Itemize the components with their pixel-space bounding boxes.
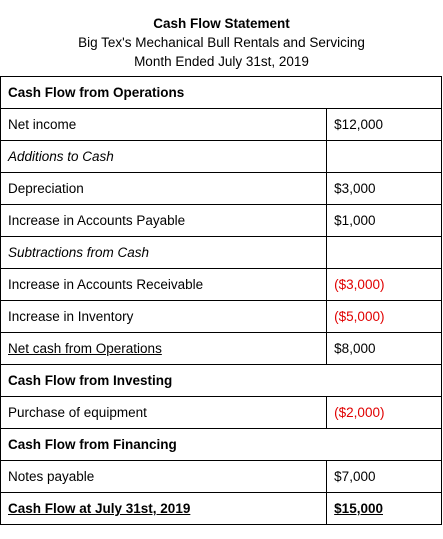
row-label: Increase in Accounts Payable [1, 205, 327, 237]
table-row [1, 141, 442, 173]
section-heading-operations: Cash Flow from Operations [1, 77, 442, 109]
row-amount [327, 141, 442, 173]
statement-period: Month Ended July 31st, 2019 [134, 54, 309, 69]
table-row [1, 77, 442, 109]
table-row [1, 301, 442, 333]
row-amount: $12,000 [327, 109, 442, 141]
table-row [1, 333, 442, 365]
total-label: Cash Flow at July 31st, 2019 [1, 493, 327, 525]
company-name: Big Tex's Mechanical Bull Rentals and Servicing [78, 35, 365, 50]
total-amount: $15,000 [327, 493, 442, 525]
table-row [1, 205, 442, 237]
row-label: Increase in Accounts Receivable [1, 269, 327, 301]
row-label: Net income [1, 109, 327, 141]
table-row [1, 493, 442, 525]
row-amount: $1,000 [327, 205, 442, 237]
table-row [1, 429, 442, 461]
row-label: Depreciation [1, 173, 327, 205]
row-amount-negative: ($3,000) [327, 269, 442, 301]
row-label: Notes payable [1, 461, 327, 493]
subheading-additions: Additions to Cash [1, 141, 327, 173]
table-row [1, 397, 442, 429]
row-amount-negative: ($5,000) [327, 301, 442, 333]
table-row [1, 109, 442, 141]
row-label: Increase in Inventory [1, 301, 327, 333]
table-row [1, 173, 442, 205]
table-row [1, 237, 442, 269]
section-heading-financing: Cash Flow from Financing [1, 429, 442, 461]
statement-title: Cash Flow Statement [153, 16, 290, 31]
row-amount [327, 237, 442, 269]
section-heading-investing: Cash Flow from Investing [1, 365, 442, 397]
cash-flow-table [0, 76, 442, 525]
row-amount: $3,000 [327, 173, 442, 205]
table-row [1, 365, 442, 397]
subtotal-label: Net cash from Operations [1, 333, 327, 365]
row-amount: $7,000 [327, 461, 442, 493]
table-row [1, 461, 442, 493]
statement-header [0, 0, 443, 69]
row-label: Purchase of equipment [1, 397, 327, 429]
row-amount-negative: ($2,000) [327, 397, 442, 429]
subtotal-amount: $8,000 [327, 333, 442, 365]
table-row [1, 269, 442, 301]
subheading-subtractions: Subtractions from Cash [1, 237, 327, 269]
